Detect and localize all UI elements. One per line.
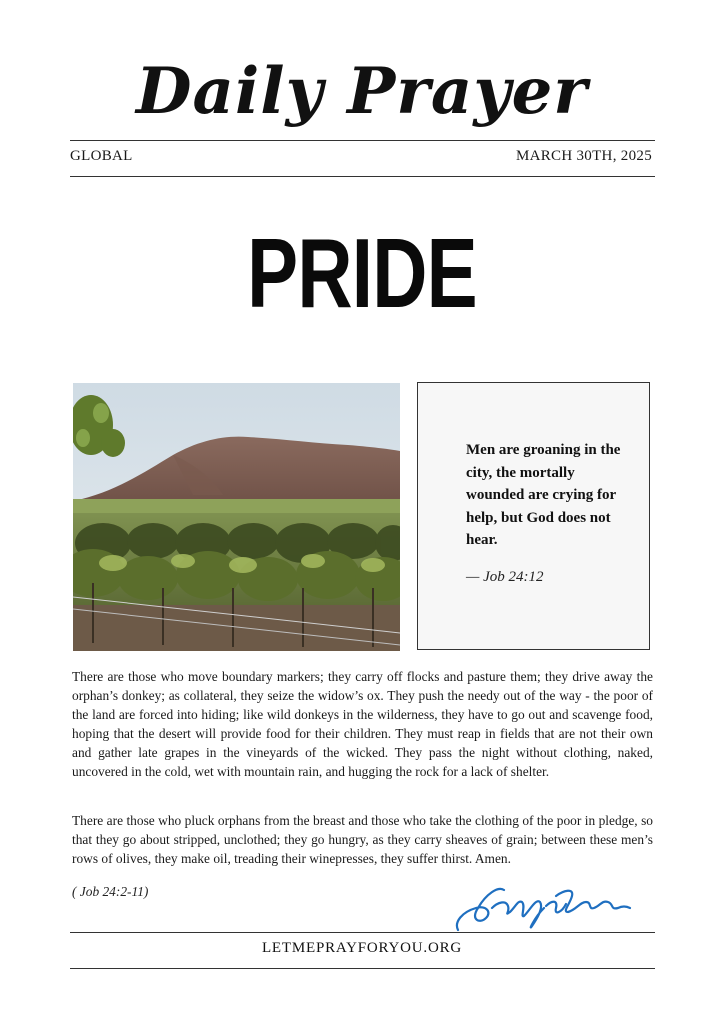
footer-url: LETMEPRAYFORYOU.ORG [261, 940, 463, 956]
footer-top-rule [70, 932, 655, 933]
signature-image [452, 878, 632, 938]
footer-bottom-rule [70, 968, 655, 969]
vineyard-photo [73, 383, 400, 651]
quote-reference: — Job 24:12 [466, 569, 544, 585]
headline: PRIDE [247, 218, 477, 328]
scripture-reference: ( Job 24:2-11) [72, 884, 149, 899]
region-label: GLOBAL [70, 148, 133, 164]
quote-text: Men are groaning in the city, the mortally wounded are crying for help, but God does not hear. [466, 442, 621, 548]
quote-box [417, 382, 650, 650]
body-paragraph-1: There are those who move boundary markers; they carry off flocks and pasture them; they drive away the orphan’s donkey; as collateral, they seize the widow’s ox. They push the needy out of the way - the poor of the land are forced into hiding; like wild donkeys in the wilderness, they have to go out and scavenge food, hoping that the desert will provide food for their children. They must reap in fields that are not their own and gather late grapes in the vineyards of the wicked. They pass the night without clothing, naked, uncovered in the cold, wet with mountain rain, and hugging the rock for a lack of shelter. [72, 669, 653, 779]
top-rule [70, 140, 655, 141]
masthead-title: Daily Prayer [136, 54, 588, 129]
date-label: MARCH 30TH, 2025 [515, 148, 652, 164]
body-paragraph-2: There are those who pluck orphans from the breast and those who take the clothing of the poor in pledge, so that they go about stripped, unclothed; they go hungry, as they carry sheaves of grain; between these men’s rows of olives, they make oil, treading their winepresses, they suffer thirst. Amen. [72, 813, 653, 866]
header-bottom-rule [70, 176, 655, 177]
